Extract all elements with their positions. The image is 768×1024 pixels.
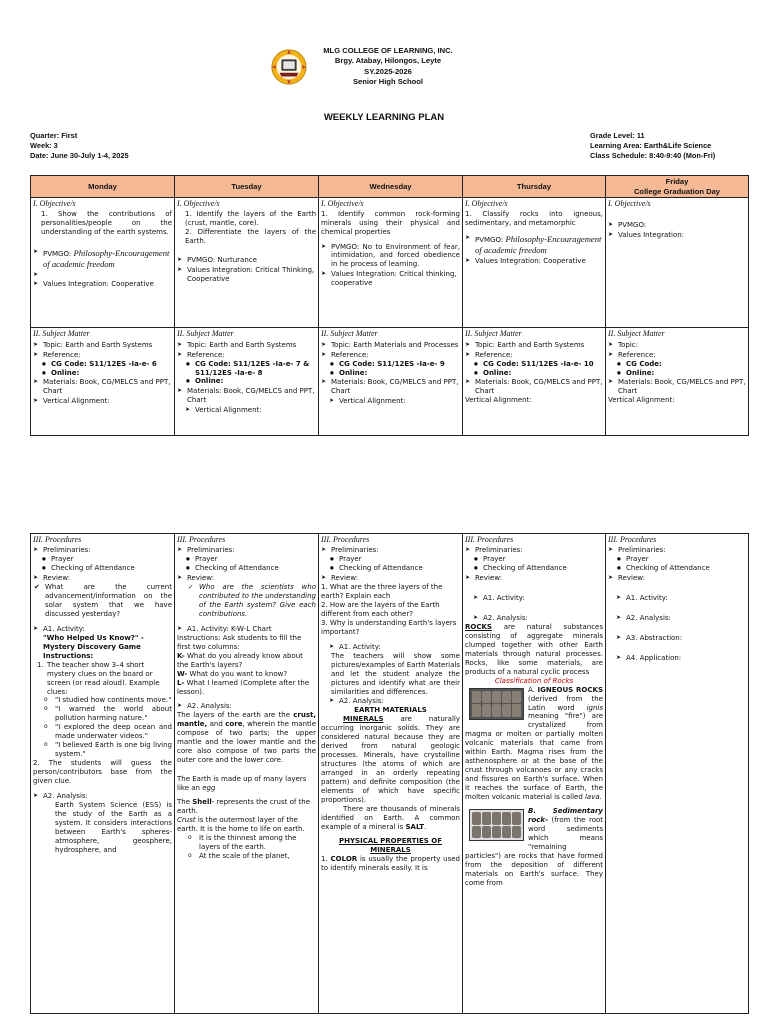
activity-text: The teachers will show some pictures/examples of Earth Materials and let the student analyze the pictures and identify what are their similarities and differences. <box>331 651 460 696</box>
section-heading: I. Objective/s <box>33 199 76 209</box>
igneous-rocks-image <box>469 688 524 720</box>
topic: ➤ Topic: Earth and Earth Systems <box>33 341 172 350</box>
prayer: ● Prayer <box>608 555 746 564</box>
step-1: 1. The teacher show 3–4 short mystery clues on the board or screen (or read aloud). Example clues: <box>37 660 160 696</box>
reference: ➤ Reference: <box>321 351 460 360</box>
pvmgo: ➤ PVMGO: Philosophy-Encouragement of academic freedom <box>33 248 172 270</box>
vertical-alignment: Vertical Alignment: <box>608 396 675 405</box>
prayer: ● Prayer <box>465 555 603 564</box>
shell-line: The Shell- represents the crust of the earth. <box>177 798 311 816</box>
prayer: ● Prayer <box>177 555 316 564</box>
section-heading: II. Subject Matter <box>608 329 665 339</box>
pvmgo: ➤ PVMGO: <box>608 221 746 230</box>
objective-item: 1. Show the contributions of personalities/people on the understanding of the earth systems. <box>41 209 172 236</box>
vertical-alignment: Vertical Alignment: <box>465 396 532 405</box>
activity-heading: ➤ A1. Activity: <box>33 625 172 634</box>
procedures-tuesday <box>175 534 319 1014</box>
objectives-monday <box>31 198 175 328</box>
attendance: ● Checking of Attendance <box>608 564 746 573</box>
vertical-alignment: ➤ Vertical Alignment: <box>33 397 172 406</box>
clue: o "I warned the world about pollution harming nature." <box>33 705 172 723</box>
physical-properties-heading: PHYSICAL PROPERTIES OF MINERALS <box>339 836 442 854</box>
pvmgo: ➤ PVMGO: Nurturance <box>177 256 316 265</box>
classification-heading: Classification of Rocks <box>494 676 574 685</box>
subject-thursday <box>463 328 606 436</box>
section-heading: III. Procedures <box>608 535 657 544</box>
review: ➤ Review: <box>321 574 460 583</box>
section-heading: II. Subject Matter <box>33 329 90 339</box>
day-monday: Monday <box>31 176 175 198</box>
section-heading: I. Objective/s <box>608 199 651 209</box>
document-header <box>0 44 768 124</box>
sedimentary-rocks-image <box>469 809 524 841</box>
values-integration: ➤ Values Integration: Critical thinking, cooperative <box>321 270 460 288</box>
activity-heading: ➤ A1. Activity: <box>616 594 746 603</box>
cg-code: ● CG Code: S11/12ES -Ia-e- 6 <box>33 360 172 369</box>
procedures-monday <box>31 534 175 1014</box>
objective-item: 1. Classify rocks into igneous, sedimentary, and metamorphic <box>465 209 603 227</box>
analysis-text: Earth System Science (ESS) is the study of the Earth as a system. It considers interactions between Earth's spheres- atmosphere, geosphere, hydrosphere, and <box>55 800 172 854</box>
analysis-heading: ➤ A2. Analysis: <box>33 792 172 801</box>
igneous-paragraph: A. IGNEOUS ROCKS (derived from the Latin word ignis meaning "fire") are crystalized from magma or molten or partially molten volcanic materials that came from within Earth. Magma rises from the asthenosphere or at the base of the crust through volcanoes or any cracks and fissures on Earth's surface. When it reaches the surface of Earth, the molten volcanic material is called lava. <box>465 685 603 802</box>
procedures-row <box>31 534 749 1014</box>
values-integration: ➤ Values Integration: Critical Thinking, Cooperative <box>177 266 316 284</box>
objectives-row <box>31 198 749 328</box>
materials: ➤ Materials: Book, CG/MELCS and PPT, Chart <box>33 378 172 396</box>
section-heading: II. Subject Matter <box>321 329 378 339</box>
online: ● Online: <box>608 369 746 378</box>
school-year: SY.2025-2026 <box>364 66 412 76</box>
section-heading: I. Objective/s <box>177 199 220 209</box>
clue: o "I believed Earth is one big living system." <box>33 741 172 759</box>
analysis-heading: ➤ A2. Analysis: <box>329 697 460 706</box>
friday-label: Friday <box>665 177 689 186</box>
reference: ➤ Reference: <box>33 351 172 360</box>
school-logo-icon <box>270 48 308 86</box>
subject-monday <box>31 328 175 436</box>
section-heading: II. Subject Matter <box>177 329 234 339</box>
online: ● Online: <box>321 369 460 378</box>
objective-item: 2. Differentiate the layers of the Earth. <box>185 227 316 245</box>
sedimentary-paragraph: B. Sedimentary rock- (from the root word sediments which means "remaining particles") are rocks that have formed from the deposition of different materials on Earth's surface. They come from <box>465 807 603 887</box>
step-2: 2. The students will guess the person/contributors base from the given clue. <box>33 759 172 786</box>
objective-item: 1. Identify common rock-forming minerals using their physical and chemical properties <box>321 209 460 236</box>
color-paragraph: 1. COLOR is usually the property used to identify minerals easily. It is <box>321 854 460 872</box>
vertical-alignment: ➤ Vertical Alignment: <box>329 397 460 406</box>
friday-note: College Graduation Day <box>633 186 721 196</box>
section-heading: III. Procedures <box>321 535 370 544</box>
pvmgo: ➤ PVMGO: No to Environment of fear, intimidation, and forced obedience in he process of learning. <box>321 243 460 270</box>
section-heading: II. Subject Matter <box>465 329 522 339</box>
grade-level: Grade Level: 11 <box>590 131 645 140</box>
learning-area: Learning Area: Earth&Life Science <box>590 140 712 150</box>
procedures-friday <box>606 534 749 1014</box>
kwl-l: L- What I learned (Complete after the lesson). <box>177 678 310 696</box>
materials: ➤ Materials: Book, CG/MELCS and PPT, Chart <box>177 387 316 405</box>
materials: ➤ Materials: Book, CG/MELCS and PPT, Chart <box>321 378 460 396</box>
subject-matter-row <box>31 328 749 436</box>
school-name: MLG COLLEGE OF LEARNING, INC. <box>323 46 453 55</box>
salt-paragraph: There are thousands of minerals identified on Earth. A common example of a mineral is SALT. <box>321 804 460 831</box>
subject-tuesday <box>175 328 319 436</box>
earth-materials-heading: EARTH MATERIALS <box>354 706 427 715</box>
objectives-thursday <box>463 198 606 328</box>
review: ➤ Review: <box>465 574 603 583</box>
meta-left <box>30 131 129 161</box>
date: Date: June 30-July 1-4, 2025 <box>30 150 129 160</box>
preliminaries: ➤ Preliminaries: <box>321 546 460 555</box>
materials: ➤ Materials: Book, CG/MELCS and PPT, Chart <box>608 378 746 396</box>
attendance: ● Checking of Attendance <box>33 564 172 573</box>
analysis-heading: ➤ A2. Analysis: <box>473 614 603 623</box>
procedures-wednesday <box>319 534 463 1014</box>
empty-bullet <box>33 271 172 280</box>
cg-code: ● CG Code: S11/12ES -Ia-e- 7 & S11/12ES -Ia-e- 8 <box>177 360 316 378</box>
objective-item: 1. Identify the layers of the Earth (crust, mantle, core). <box>185 209 316 227</box>
online: ● Online: <box>177 377 316 386</box>
week: Week: 3 <box>30 140 58 150</box>
reference: ➤ Reference: <box>177 351 316 360</box>
values-integration: ➤ Values Integration: <box>608 231 746 240</box>
activity-heading: ➤ A1. Activity: <box>329 643 460 652</box>
cg-code: ● CG Code: S11/12ES -Ia-e- 9 <box>321 360 460 369</box>
plan-table-top <box>30 175 749 436</box>
rocks-paragraph: ROCKS are natural substances consisting of aggregate minerals clumped together with other Earth materials through natural processes. Rocks, like some materials, are products of a natural cyclic process <box>465 622 603 676</box>
cg-code: ● CG Code: <box>608 360 746 369</box>
kwl-k: K- What do you already know about the Earth's layers? <box>177 651 303 669</box>
preliminaries: ➤ Preliminaries: <box>33 546 172 555</box>
preliminaries: ➤ Preliminaries: <box>608 546 746 555</box>
preliminaries: ➤ Preliminaries: <box>177 546 316 555</box>
review: ➤ Review: <box>608 574 746 583</box>
review-question: 3. Why is understanding Earth's layers important? <box>321 618 457 636</box>
topic: ➤ Topic: Earth and Earth Systems <box>465 341 603 350</box>
day-tuesday: Tuesday <box>175 176 319 198</box>
values-integration: ➤ Values Integration: Cooperative <box>33 280 172 289</box>
topic: ➤ Topic: Earth and Earth Systems <box>177 341 316 350</box>
crust-definition: Crust is the outermost layer of the earth. It is the home to life on earth. <box>177 815 305 833</box>
cg-code: ● CG Code: S11/12ES -Ia-e- 10 <box>465 360 603 369</box>
day-wednesday: Wednesday <box>319 176 463 198</box>
section-heading: III. Procedures <box>177 535 226 544</box>
kwl-w: W- What do you want to know? <box>177 669 288 678</box>
review: ➤ Review: <box>33 574 172 583</box>
review: ➤ Review: <box>177 574 316 583</box>
section-heading: I. Objective/s <box>465 199 508 209</box>
kwl-instructions: Instructions: Ask students to fill the first two columns: <box>177 633 302 651</box>
section-heading: I. Objective/s <box>321 199 364 209</box>
reference: ➤ Reference: <box>465 351 603 360</box>
plan-table-procedures <box>30 533 749 1014</box>
crust-fact: o It is the thinnest among the layers of the earth. <box>177 834 316 852</box>
online: ● Online: <box>465 369 603 378</box>
topic: ➤ Topic: Earth Materials and Processes <box>321 341 460 350</box>
review-question: 1. What are the three layers of the earth? Explain each <box>321 583 443 600</box>
clue: o "I studied how continents move." <box>33 696 172 705</box>
attendance: ● Checking of Attendance <box>321 564 460 573</box>
school-info <box>318 46 458 88</box>
reference: ➤ Reference: <box>608 351 746 360</box>
attendance: ● Checking of Attendance <box>465 564 603 573</box>
plan-title: WEEKLY LEARNING PLAN <box>323 112 445 123</box>
department: Senior High School <box>352 77 424 87</box>
subject-friday <box>606 328 749 436</box>
minerals-paragraph: MINERALS are naturally occurring inorganic solids. They are considered natural because they are derived from natural geologic processes. Minerals, have crystalline structures (the atoms of which are arranged in an orderly repeating pattern) and definite composition (the elements of which have specific proportions). <box>321 715 460 804</box>
prayer: ● Prayer <box>321 555 460 564</box>
pvmgo: ➤ PVMGO: Philosophy-Encouragement of academic freedom <box>465 234 603 256</box>
prayer: ● Prayer <box>33 555 172 564</box>
objectives-tuesday <box>175 198 319 328</box>
day-thursday: Thursday <box>463 176 606 198</box>
egg-paragraph: The Earth is made up of many layers like an egg <box>177 775 307 793</box>
activity-title: "Who Helped Us Know?" - Mystery Discovery Game <box>43 633 144 651</box>
review-question: ✔ What are the current advancement/information on the solar system that we have discussed yesterday? <box>33 583 172 619</box>
clue: o "I explored the deep ocean and made underwater videos." <box>33 723 172 741</box>
layers-paragraph: The layers of the earth are the crust, mantle, and core, wherein the mantle compose of two parts; the upper mantle and the lower mantle and the core also compose of two parts the outer core and the lower core. <box>177 711 317 765</box>
values-integration: ➤ Values Integration: Cooperative <box>465 257 603 266</box>
objectives-wednesday <box>319 198 463 328</box>
instructions-label: Instructions: <box>43 651 94 660</box>
quarter: Quarter: First <box>30 131 78 140</box>
objectives-friday <box>606 198 749 328</box>
analysis-heading: ➤ A2. Analysis: <box>616 614 746 623</box>
review-question: 2. How are the layers of the Earth different from each other? <box>321 600 440 618</box>
section-heading: III. Procedures <box>465 535 514 544</box>
attendance: ● Checking of Attendance <box>177 564 316 573</box>
class-schedule: Class Schedule: 8:40-9:40 (Mon-Fri) <box>590 150 716 160</box>
procedures-thursday <box>463 534 606 1014</box>
application-heading: ➤ A4. Application: <box>616 654 746 663</box>
preliminaries: ➤ Preliminaries: <box>465 546 603 555</box>
topic: ➤ Topic: <box>608 341 746 350</box>
school-address: Brgy. Atabay, Hilongos, Leyte <box>334 56 442 66</box>
materials: ➤ Materials: Book, CG/MELCS and PPT, Chart <box>465 378 603 396</box>
online: ● Online: <box>33 369 172 378</box>
abstraction-heading: ➤ A3. Abstraction: <box>616 634 746 643</box>
vertical-alignment: ➤ Vertical Alignment: <box>185 406 316 415</box>
review-question: ✓ Who are the scientists who contributed to the understanding of the Earth system? Give each contributions. <box>177 583 316 619</box>
day-friday <box>606 176 749 198</box>
analysis-heading: ➤ A2. Analysis: <box>177 702 316 711</box>
section-heading: III. Procedures <box>33 535 82 544</box>
meta-right <box>590 131 715 161</box>
activity-heading: ➤ A1. Activity: K-W-L Chart <box>177 625 316 634</box>
crust-fact: o At the scale of the planet, <box>177 852 316 861</box>
activity-heading: ➤ A1. Activity: <box>473 594 603 603</box>
subject-wednesday <box>319 328 463 436</box>
